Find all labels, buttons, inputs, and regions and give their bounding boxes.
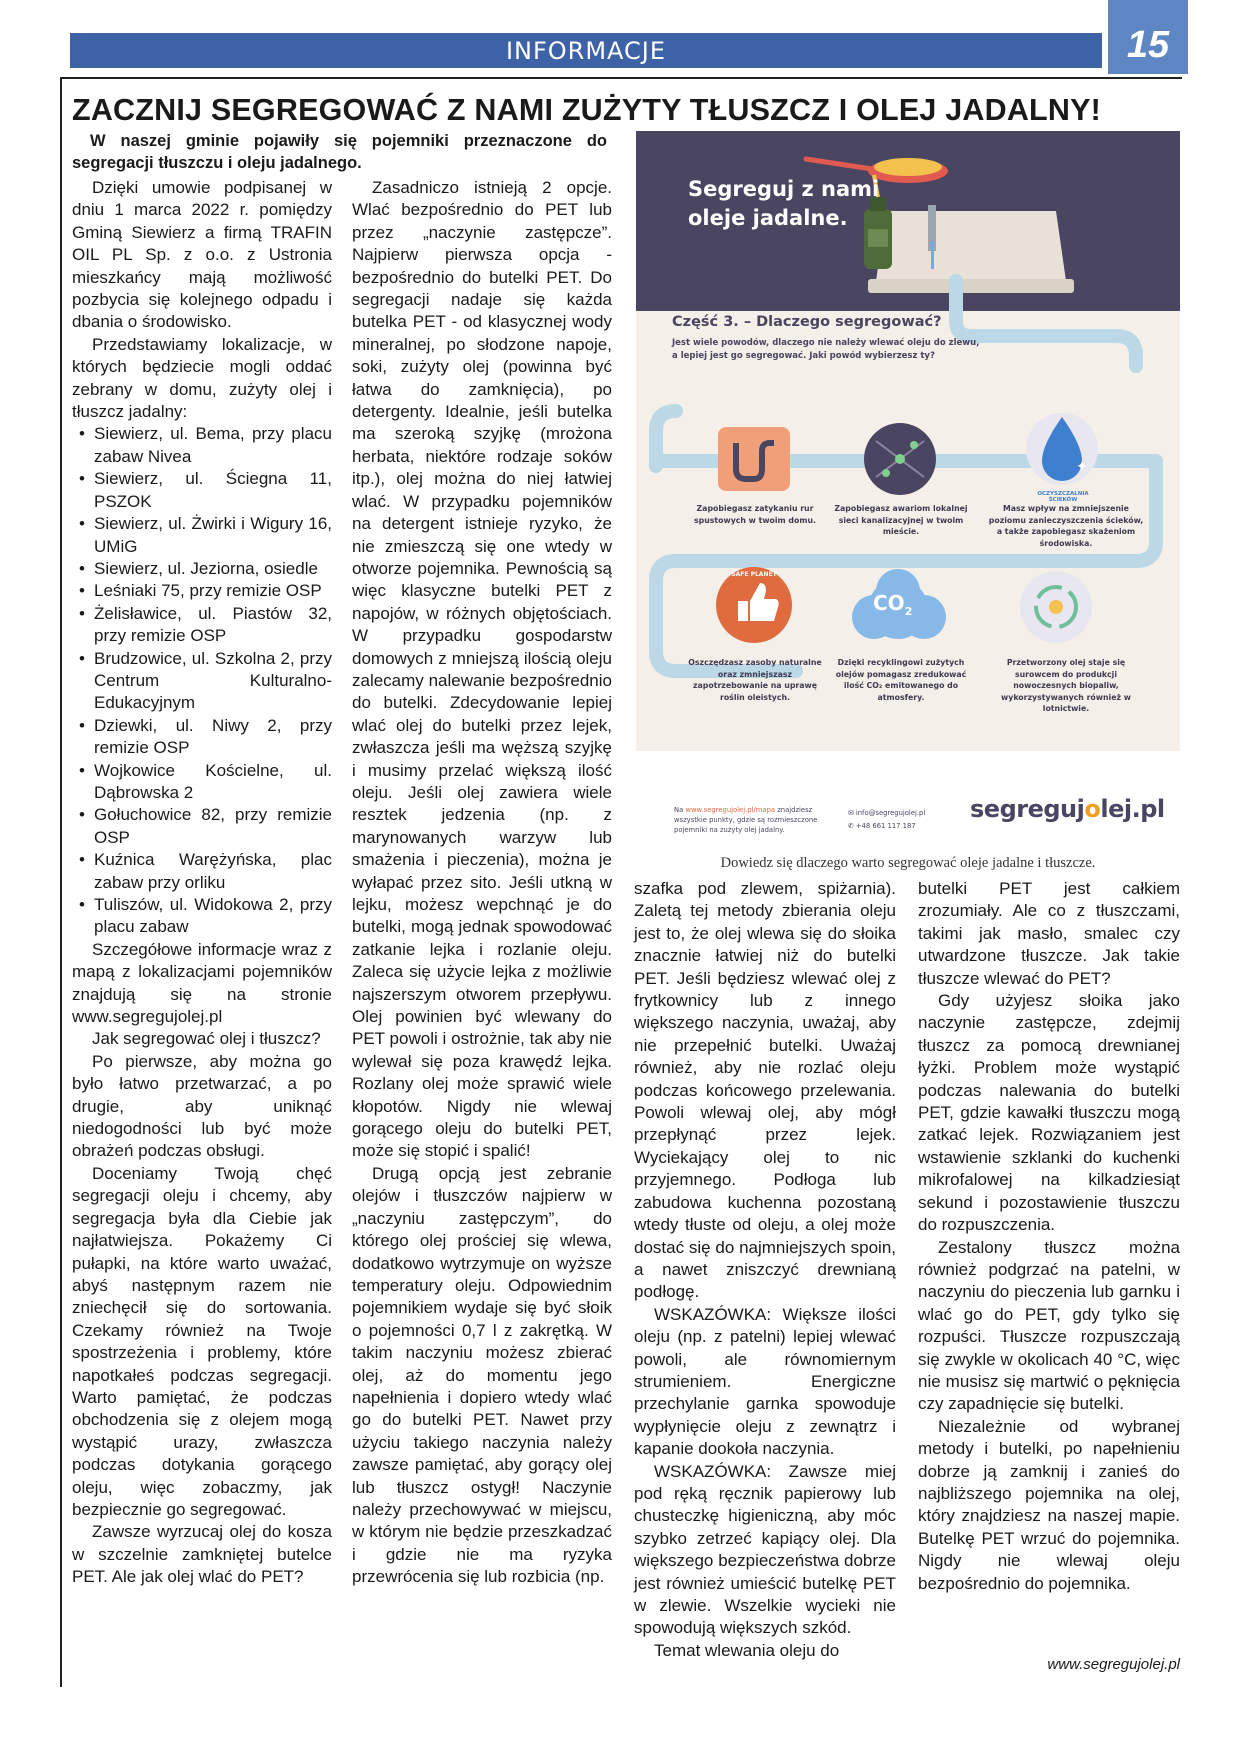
article-lead: W naszej gminie pojawiły się pojemniki przeznaczone do segregacji tłuszczu i oleju jadalnego. [72,132,607,172]
svg-text:✦: ✦ [1076,459,1088,475]
benefit-2: Zapobiegasz awariom lokalnej sieci kanalizacyjnej w twoim mieście. [834,504,968,536]
list-item: • Wojkowice Kościelne, ul. Dąbrowska 2 [72,760,332,805]
co2-label: $CO_2$ [873,591,913,618]
paragraph: Szczegółowe informacje wraz z mapą z lokalizacjami pojemników znajdują się na stronie www.segregujolej.pl [72,939,332,1027]
paragraph: Dzięki umowie podpisanej w dniu 1 marca 2022 r. pomiędzy Gminą Siewierz a firmą TRAFIN OIL PL Sp. z o.o. z Ustronia mieszkańcy mają możliwość pozbycia się kolejnego odpadu i dbania o środowisko. [72,178,332,332]
list-item: • Siewierz, ul. Bema, przy placu zabaw Nivea [72,423,332,468]
paragraph: Niezależnie od wybranej metody i butelki, po napełnieniu dobrze ją zamknij i zanieś do najbliższego pojemnika na olej, który znajdziesz na naszej mapie. Butelkę PET wrzuć do pojemnika. Nigdy nie wlewaj oleju bezpośrednio do pojemnika. [918,1416,1180,1593]
paragraph: butelki PET jest całkiem zrozumiały. Ale co z tłuszczami, takimi jak masło, smalec czy utwardzone tłuszcze. Jak takie tłuszcze wlewać do PET? [918,879,1180,988]
list-item: • Żelisławice, ul. Piastów 32, przy remizie OSP [72,603,332,648]
footer-url[interactable]: www.segregujolej.pl [1047,1656,1180,1673]
infographic-illustration [636,131,1180,847]
recycle-icon [1020,571,1092,643]
benefit-6: Przetworzony olej staje się surowcem do produkcji nowoczesnych biopaliw, wykorzystywanych również w lotnictwie. [1001,658,1131,713]
infographic-title: Segreguj z nami oleje jadalne. [688,177,880,230]
infographic-contact [848,807,968,833]
paragraph: Przedstawiamy lokalizacje, w których będziecie mogli oddać zebrany w domu, zużyty olej i tłuszcz jadalny: [72,334,332,422]
infographic-intro: Jest wiele powodów, dlaczego nie należy wlewać oleju do zlewu, a lepiej jest go segregować. Jaki powód wybierzesz ty? [672,338,980,361]
page-frame-left [60,77,62,1687]
article-column-3 [634,878,896,1662]
benefit-1: Zapobiegasz zatykaniu rur spustowych w twoim domu. [694,504,816,525]
map-link[interactable]: www.segregujolej.pl/mapa [685,806,776,814]
article-column-4 [918,878,1180,1595]
paragraph: Drugą opcją jest zebranie olejów i tłuszczów najpierw w „naczyniu zastępczym”, do którego olej prościej się wlewa, dodatkowo wytrzymuje on wyższe temperatury oleju. Odpowiednim pojemnikiem wydaje się być słoik o pojemności 0,7 l z zakrętką. W takim naczyniu możesz zbierać olej, aż do momentu jego napełnienia i dopiero wtedy wlać go do butelki PET. Nawet przy użyciu takiego naczynia należy zawsze pamiętać, aby gorący olej lub tłuszcz ostygł! Naczynie należy przechowywać w miejscu, w którym nie będzie przeszkadzać i gdzie nie ma ryzyka przewrócenia się lub rozbicia (np. [352,1163,612,1587]
phone-icon: ✆ [848,822,856,830]
water-drop-icon [1026,413,1098,485]
list-item: • Dziewki, ul. Niwy 2, przy remizie OSP [72,715,332,760]
list-item: • Kuźnica Warężyńska, plac zabaw przy orliku [72,849,332,894]
contact-email[interactable]: info@segregujolej.pl [855,809,926,817]
list-item: • Siewierz, ul. Ściegna 11, PSZOK [72,468,332,513]
infographic-caption: Dowiedz się dlaczego warto segregować oleje jadalne i tłuszcze. [720,855,1096,871]
paragraph: WSKAZÓWKA: Zawsze miej pod ręką ręcznik papierowy lub chusteczkę higieniczną, aby móc szybko zetrzeć kapiący olej. Dla większego bezpieczeństwa dobrze jest również umieścić butelkę PET w zlewie. Wszelkie wycieki nie spowodują większych szkód. [634,1461,896,1638]
article-column-2 [352,177,612,1589]
infographic [636,131,1180,847]
benefit-5: Dzięki recyklingowi zużytych olejów pomagasz zredukować ilość CO₂ emitowanego do atmosfery. [835,658,967,702]
list-item: • Brudzowice, ul. Szkolna 2, przy Centrum Kulturalno-Edukacyjnym [72,648,332,715]
paragraph: Zestalony tłuszcz można również podgrzać na patelni, w naczyniu do pieczenia lub garnku i wlać go do PET, gdy tylko się rozpuści. Tłuszcze rozpuszczają się zwykle w okolicach 40 °C, więc nie musisz się martwić o pęknięcia czy zapadnięcie się butelki. [918,1237,1180,1414]
treatment-badge: OCZYSZCZALNIA ŚCIEKÓW [1037,491,1089,503]
paragraph: Zawsze wyrzucaj olej do kosza w szczelnie zamkniętej butelce PET. Ale jak olej wlać do PET? [72,1522,332,1587]
list-item: • Siewierz, ul. Żwirki i Wigury 16, UMiG [72,513,332,558]
infographic-footer-text: Na www.segregujolej.pl/mapa znajdziesz wszystkie punkty, gdzie są rozmieszczone pojemniki na zużyty olej jadalny. [674,806,818,834]
list-item: • Siewierz, ul. Jeziorna, osiedle [72,558,332,580]
page-number: 15 [1108,0,1188,74]
contact-phone: +48 661 117 187 [855,822,916,830]
benefit-3: Masz wpływ na zmniejszenie poziomu zanieczyszczenia ścieków, a także zapobiegasz skażeniom środowiska. [988,504,1144,548]
article-column-1 [72,177,332,1589]
paragraph: Jak segregować olej i tłuszcz? [92,1029,321,1049]
list-item: • Leśniaki 75, przy remizie OSP [72,580,332,602]
section-header: INFORMACJE [70,33,1102,68]
locations-list [72,423,332,938]
drain-pipe-icon [718,427,790,491]
infographic-subtitle: Część 3. – Dlaczego segregować? [672,314,942,330]
paragraph: Doceniamy Twoją chęć segregacji oleju i chcemy, aby segregacja była dla Ciebie jak najłatwiejsza. Pokażemy Ci pułapki, na które warto uważać, abyś następnym razem nie zniechęcił się do sortowania. Czekamy również na Twoje spostrzeżenia i problemy, które napotkałeś podczas segregacji. Warto pamiętać, że podczas obchodzenia się z olejem mogą wystąpić urazy, zwłaszcza podczas dotykania gorącego oleju, więc zobaczmy, jak bezpiecznie go segregować. [72,1163,332,1519]
page-frame-top [60,77,1182,79]
paragraph: szafka pod zlewem, spiżarnia). Zaletą tej metody zbierania oleju jest to, że olej wlewa się do słoika znacznie łatwiej niż do butelki PET. Jeśli będziesz wlewać olej z frytkownicy lub z innego większego naczynia, uważaj, aby nie przepełnić butelki. Uważaj również, aby nie rozlać oleju podczas końcowego przelewania. Powoli wlewaj olej, aby mógł przepłynąć przez lejek. Wyciekający olej to nic przyjemnego. Podłoga lub zabudowa kuchenna pozostaną wtedy tłuste od oleju, a olej może dostać się do najmniejszych spoin, a nawet zniszczyć drewnianą podłogę. [634,879,896,1302]
sewer-grid-icon [864,423,936,495]
mail-icon: ✉ [848,809,856,817]
list-item: • Tuliszów, ul. Widokowa 2, przy placu zabaw [72,894,332,939]
paragraph: Gdy użyjesz słoika jako naczynie zastępcze, zdejmij tłuszcz za pomocą drewnianej łyżki. Problem może wystąpić podczas nalewania do butelki PET, gdzie kawałki tłuszczu mogą zatkać lejek. Rozwiązaniem jest wstawienie szklanki do kuchenki mikrofalowej na kilkadziesiąt sekund i pozostawienie tłuszczu do rozpuszczenia. [918,991,1180,1235]
article-title: ZACZNIJ SEGREGOWAĆ Z NAMI ZUŻYTY TŁUSZCZ I OLEJ JADALNY! [72,93,1102,127]
paragraph: Zasadniczo istnieją 2 opcje. Wlać bezpośrednio do PET lub przez „naczynie zastępcze”. Najpierw pierwsza opcja - bezpośrednio do butelki PET. Do segregacji nadaje się każda butelka PET - od klasycznej wody mineralnej, po słodzone napoje, soki, zużyty olej (powinna być łatwa do zamknięcia), po detergenty. Idealnie, jeśli butelka ma szeroką szyjkę (mrożona herbata, niektóre rodzaje soków itp.), olej można do niej łatwiej wlać. W przypadku pojemników na detergent istnieje ryzyko, że nie zmieszczą się one wtedy w otworze pojemnika. Pewnością są więc klasyczne butelki PET z napojów, w różnych objętościach. W przypadku gospodarstw domowych z mniejszą ilością oleju zalecamy nalewanie bezpośrednio do butelki. Zdecydowanie lepiej wlać olej do butelki przez lejek, zwłaszcza jeśli ma węższą szyjkę i musimy przelać większą ilość oleju. Jeśli olej zawiera wiele resztek jedzenia (np. z marynowanych warzyw lub smażenia i pieczenia), można je wyłapać przez sito. Jeśli utkną w lejku, możesz wepchnąć je do butelki, mogą jednak spowodować zatkanie lejka i rozlanie oleju. Zaleca się użycie lejka z możliwie najszerszym otworem przepływu. Olej powinien być wlewany do PET powoli i ostrożnie, tak aby nie wylewał się poza krawędź lejka. Rozlany olej może sprawić wiele kłopotów. Nigdy nie wlewaj gorącego oleju do butelki PET, może się stopić i spalić! [352,178,612,1161]
safe-planet-badge: SAFE PLANET [731,571,777,578]
list-item: • Gołuchowice 82, przy remizie OSP [72,804,332,849]
benefit-4: Oszczędzasz zasoby naturalne oraz zmniejszasz zapotrzebowanie na uprawę roślin oleistych. [688,658,822,702]
paragraph: Temat wlewania oleju do [654,1640,840,1660]
paragraph: Po pierwsze, aby można go było łatwo przetwarzać, a po drugie, aby uniknąć niedogodności lub być może obrażeń podczas obsługi. [72,1051,332,1161]
segregujolej-logo: segregujolej.pl [970,795,1165,823]
thumbs-up-icon [716,567,792,643]
paragraph: WSKAZÓWKA: Większe ilości oleju (np. z patelni) lepiej wlewać powoli, ale równomiernym strumieniem. Energiczne przechylanie garnka spowoduje wypłynięcie oleju z zewnątrz i kapanie dookoła naczynia. [634,1304,896,1459]
